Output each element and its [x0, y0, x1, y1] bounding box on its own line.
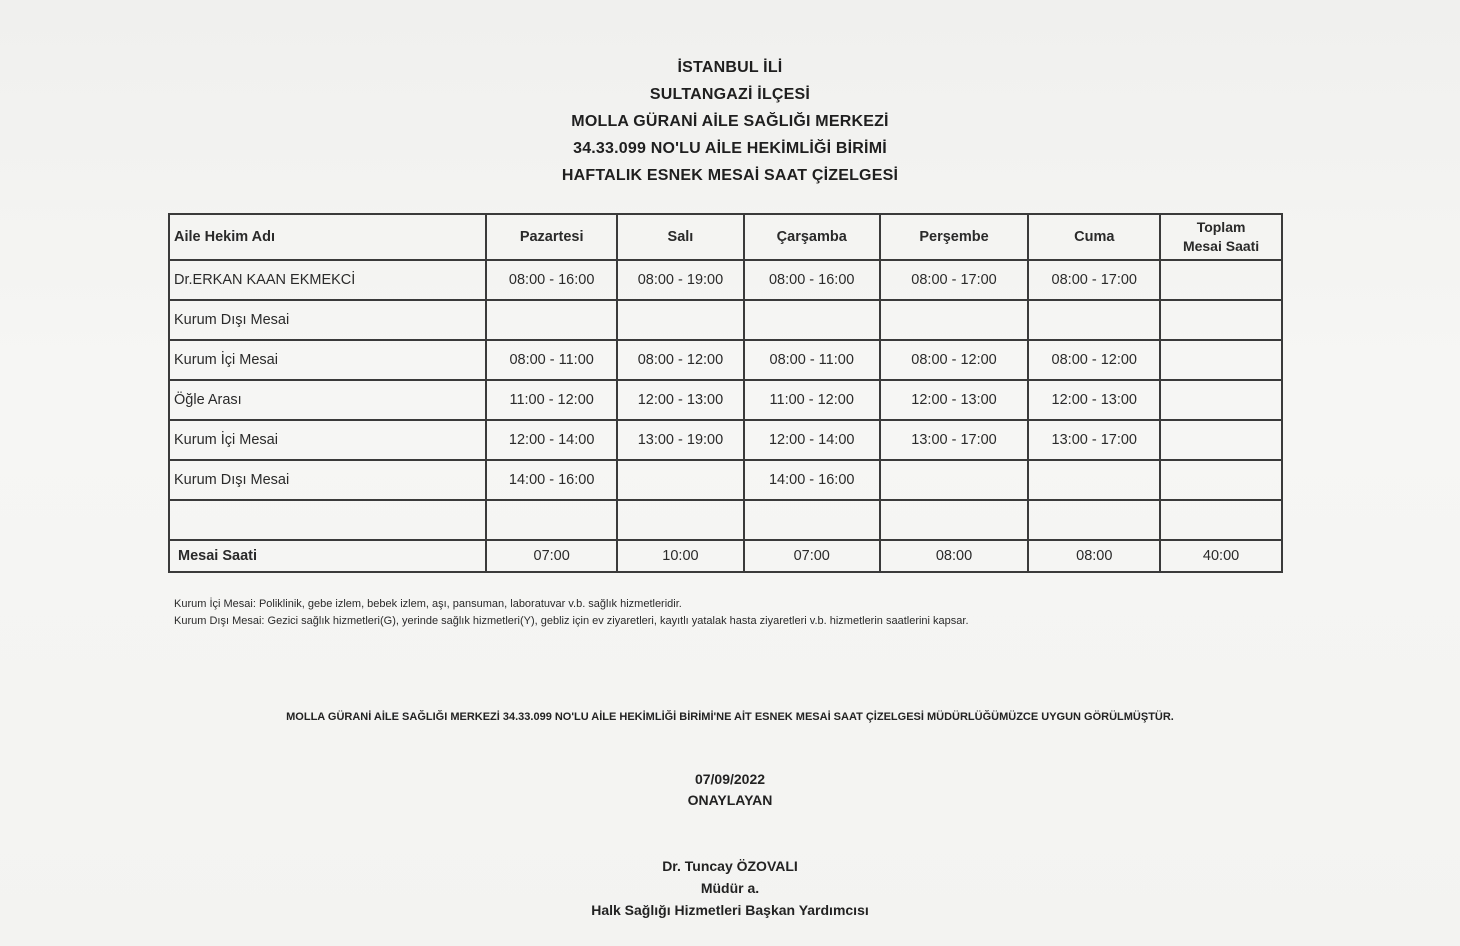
table-cell: Kurum Dışı Mesai — [169, 300, 486, 340]
table-cell: 08:00 - 11:00 — [744, 340, 880, 380]
column-header-monday: Pazartesi — [486, 214, 617, 260]
table-row — [169, 420, 1282, 460]
table-cell: 10:00 — [617, 540, 744, 572]
table-cell: Dr.ERKAN KAAN EKMEKCİ — [169, 260, 486, 300]
table-cell — [880, 500, 1029, 540]
table-cell — [169, 500, 486, 540]
table-cell — [744, 300, 880, 340]
header-title: HAFTALIK ESNEK MESAİ SAAT ÇİZELGESİ — [561, 167, 899, 184]
header-district: SULTANGAZİ İLÇESİ — [649, 86, 811, 103]
table-row — [169, 500, 1282, 540]
table-cell: 08:00 - 16:00 — [486, 260, 617, 300]
table-cell: 08:00 - 19:00 — [617, 260, 744, 300]
table-cell: 08:00 - 12:00 — [617, 340, 744, 380]
table-cell — [1160, 340, 1282, 380]
table-cell — [617, 500, 744, 540]
table-cell: 12:00 - 14:00 — [486, 420, 617, 460]
table-cell — [1160, 500, 1282, 540]
table-cell: 11:00 - 12:00 — [486, 380, 617, 420]
table-cell: 14:00 - 16:00 — [486, 460, 617, 500]
table-cell — [486, 500, 617, 540]
total-row-label: Mesai Saati — [169, 540, 486, 572]
table-cell — [1160, 260, 1282, 300]
table-cell — [1160, 460, 1282, 500]
column-header-friday: Cuma — [1028, 214, 1160, 260]
table-cell: 11:00 - 12:00 — [744, 380, 880, 420]
column-header-total-line2: Mesai Saati — [1182, 238, 1260, 254]
approval-statement: MOLLA GÜRANİ AİLE SAĞLIĞI MERKEZİ 34.33.099 NO'LU AİLE HEKİMLİĞİ BİRİMİ'NE AİT ESNEK MESAİ SAAT ÇİZELGESİ MÜDÜRLÜĞÜMÜZCE UYGUN GÖRÜLMÜŞTÜR. — [286, 711, 1174, 723]
table-cell: 07:00 — [744, 540, 880, 572]
signature-block — [0, 855, 1460, 921]
table-cell: 07:00 — [486, 540, 617, 572]
note-internal: Kurum İçi Mesai: Poliklinik, gebe izlem, bebek izlem, aşı, pansuman, laboratuvar v.b. sağlık hizmetleridir. — [174, 598, 682, 610]
table-cell: 12:00 - 13:00 — [617, 380, 744, 420]
table-cell: 12:00 - 13:00 — [1028, 380, 1160, 420]
column-header-wednesday: Çarşamba — [744, 214, 880, 260]
table-cell: 08:00 - 12:00 — [880, 340, 1029, 380]
note-external: Kurum Dışı Mesai: Gezici sağlık hizmetleri(G), yerinde sağlık hizmetleri(Y), gebliz için ev ziyaretleri, kayıtlı yatalak hasta ziyaretleri v.b. hizmetlerin saatlerini kapsar. — [174, 615, 969, 627]
table-cell: 13:00 - 17:00 — [880, 420, 1029, 460]
document-header — [0, 54, 1460, 189]
table-cell — [1028, 300, 1160, 340]
column-header-total-line1: Toplam — [1196, 219, 1246, 235]
table-row — [169, 260, 1282, 300]
table-header-row — [169, 214, 1282, 260]
column-header-tuesday: Salı — [617, 214, 744, 260]
table-cell — [1028, 460, 1160, 500]
table-cell: 12:00 - 14:00 — [744, 420, 880, 460]
table-cell — [1028, 500, 1160, 540]
table-cell: 08:00 - 17:00 — [880, 260, 1029, 300]
table-cell: 13:00 - 17:00 — [1028, 420, 1160, 460]
table-row — [169, 460, 1282, 500]
table-cell: 08:00 - 17:00 — [1028, 260, 1160, 300]
date-block — [0, 769, 1460, 811]
header-province: İSTANBUL İLİ — [677, 59, 783, 76]
table-cell — [880, 300, 1029, 340]
table-cell — [1160, 380, 1282, 420]
header-center: MOLLA GÜRANİ AİLE SAĞLIĞI MERKEZİ — [571, 113, 889, 130]
table-cell: 08:00 - 11:00 — [486, 340, 617, 380]
table-row — [169, 300, 1282, 340]
header-unit: 34.33.099 NO'LU AİLE HEKİMLİĞİ BİRİMİ — [573, 140, 887, 157]
table-cell: Kurum Dışı Mesai — [169, 460, 486, 500]
table-cell — [1160, 420, 1282, 460]
schedule-table — [168, 213, 1283, 573]
table-cell — [744, 500, 880, 540]
table-cell — [617, 300, 744, 340]
table-cell: Kurum İçi Mesai — [169, 340, 486, 380]
table-cell — [880, 460, 1029, 500]
approval-date: 07/09/2022 — [694, 771, 766, 787]
notes-block — [174, 596, 969, 630]
signatory-title: Halk Sağlığı Hizmetleri Başkan Yardımcısı — [591, 902, 869, 918]
column-header-name: Aile Hekim Adı — [169, 214, 486, 260]
table-cell: 08:00 - 16:00 — [744, 260, 880, 300]
column-header-total — [1160, 214, 1282, 260]
table-cell: 08:00 — [1028, 540, 1160, 572]
approver-label: ONAYLAYAN — [687, 792, 773, 808]
table-cell — [486, 300, 617, 340]
signatory-name: Dr. Tuncay ÖZOVALI — [662, 858, 798, 874]
signatory-role: Müdür a. — [700, 880, 760, 896]
table-cell: 13:00 - 19:00 — [617, 420, 744, 460]
table-cell: 08:00 - 12:00 — [1028, 340, 1160, 380]
table-cell — [1160, 300, 1282, 340]
table-cell — [617, 460, 744, 500]
table-cell: Öğle Arası — [169, 380, 486, 420]
total-hours-cell: 40:00 — [1160, 540, 1282, 572]
table-row — [169, 380, 1282, 420]
table-cell: 08:00 — [880, 540, 1029, 572]
column-header-thursday: Perşembe — [880, 214, 1029, 260]
table-cell: 12:00 - 13:00 — [880, 380, 1029, 420]
table-cell: Kurum İçi Mesai — [169, 420, 486, 460]
table-cell: 14:00 - 16:00 — [744, 460, 880, 500]
table-row — [169, 340, 1282, 380]
table-total-row — [169, 540, 1282, 572]
